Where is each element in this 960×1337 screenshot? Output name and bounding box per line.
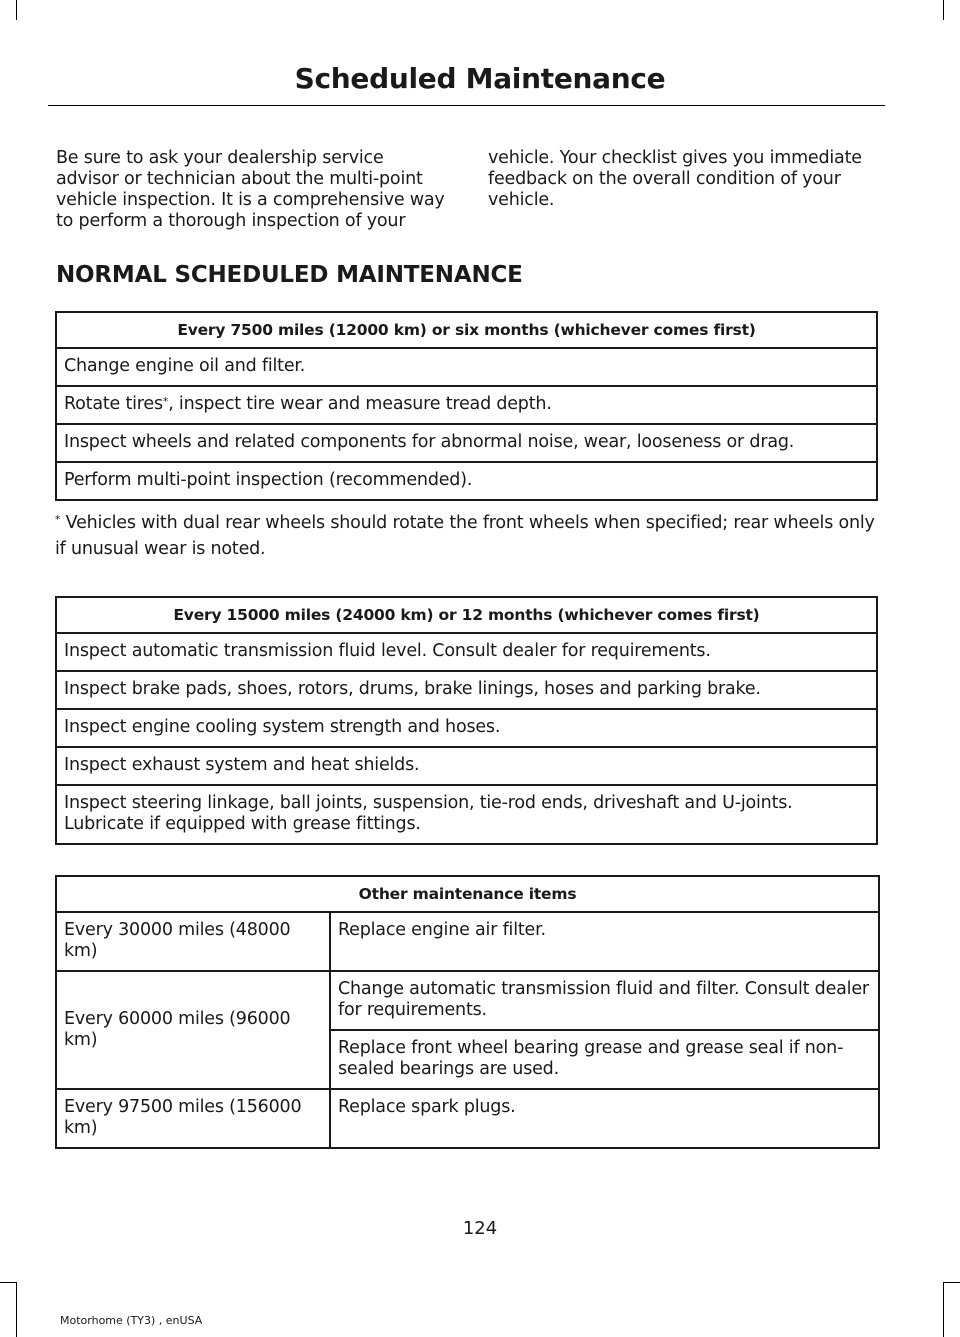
- table-row: [56, 971, 879, 1030]
- intro-paragraph: Be sure to ask your dealership service advisor or technician about the multi-point vehicle inspection. It is a comprehensive way to perform a thorough inspection of your vehicle. Your checklist gives you immediate feedback on the overall condition of your vehicle.: [56, 148, 862, 231]
- table-header: Every 15000 miles (24000 km) or 12 months (whichever comes first): [56, 597, 877, 633]
- table-cell: [56, 386, 877, 424]
- table-header-row: [56, 312, 877, 348]
- table-row: [56, 462, 877, 500]
- crop-mark-bottom-right-vertical: [943, 1282, 944, 1337]
- table-row: [56, 386, 877, 424]
- table-cell: Inspect brake pads, shoes, rotors, drums, brake linings, hoses and parking brake.: [56, 671, 877, 709]
- table-cell: Inspect automatic transmission fluid level. Consult dealer for requirements.: [56, 633, 877, 671]
- table-cell: Inspect steering linkage, ball joints, suspension, tie-rod ends, driveshaft and U-joints. Lubricate if equipped with grease fittings.: [56, 785, 877, 844]
- table-header: Other maintenance items: [56, 876, 879, 912]
- table-row: [56, 785, 877, 844]
- table-row: [56, 348, 877, 386]
- crop-mark-top-left-vertical: [16, 0, 17, 20]
- footnote-marker: *: [162, 395, 169, 408]
- table-header: Every 7500 miles (12000 km) or six months (whichever comes first): [56, 312, 877, 348]
- cell-text: , inspect tire wear and measure tread depth.: [168, 394, 552, 414]
- item-cell: Replace front wheel bearing grease and grease seal if non-sealed bearings are used.: [330, 1030, 879, 1089]
- table-row: [56, 633, 877, 671]
- header-divider: [48, 105, 885, 106]
- table-row: [56, 424, 877, 462]
- edition-footer: Motorhome (TY3) , enUSA: [60, 1314, 203, 1327]
- table-cell: Inspect engine cooling system strength and hoses.: [56, 709, 877, 747]
- other-maintenance-table: [55, 875, 880, 1149]
- crop-mark-bottom-right-horizontal: [944, 1282, 960, 1283]
- table-row: [56, 671, 877, 709]
- section-heading: NORMAL SCHEDULED MAINTENANCE: [56, 262, 523, 288]
- table-row: [56, 747, 877, 785]
- table-cell: Perform multi-point inspection (recommended).: [56, 462, 877, 500]
- table-row: [56, 1089, 879, 1148]
- page-header-title: Scheduled Maintenance: [294, 62, 666, 95]
- item-cell: Change automatic transmission fluid and filter. Consult dealer for requirements.: [330, 971, 879, 1030]
- page-number: 124: [462, 1218, 498, 1239]
- interval-cell: Every 30000 miles (48000 km): [56, 912, 330, 971]
- maintenance-table-7500: [55, 311, 878, 501]
- table-cell: Inspect exhaust system and heat shields.: [56, 747, 877, 785]
- maintenance-table-15000: [55, 596, 878, 845]
- table-row: [56, 709, 877, 747]
- table-cell: Change engine oil and filter.: [56, 348, 877, 386]
- item-cell: Replace spark plugs.: [330, 1089, 879, 1148]
- interval-cell: Every 60000 miles (96000 km): [56, 971, 330, 1089]
- cell-text: Rotate tires: [64, 394, 163, 414]
- table-header-row: [56, 876, 879, 912]
- table-header-row: [56, 597, 877, 633]
- crop-mark-bottom-left-horizontal: [0, 1282, 16, 1283]
- table-cell: Inspect wheels and related components for abnormal noise, wear, looseness or drag.: [56, 424, 877, 462]
- table-row: [56, 912, 879, 971]
- crop-mark-bottom-left-vertical: [16, 1282, 17, 1337]
- item-cell: Replace engine air filter.: [330, 912, 879, 971]
- intro-text: [56, 148, 878, 232]
- footnote-text: Vehicles with dual rear wheels should rotate the front wheels when specified; rear wheels only if unusual wear is noted.: [55, 513, 875, 559]
- footnote: [55, 510, 885, 562]
- interval-cell: Every 97500 miles (156000 km): [56, 1089, 330, 1148]
- crop-mark-top-right-vertical: [943, 0, 944, 20]
- footnote-marker: *: [55, 513, 61, 526]
